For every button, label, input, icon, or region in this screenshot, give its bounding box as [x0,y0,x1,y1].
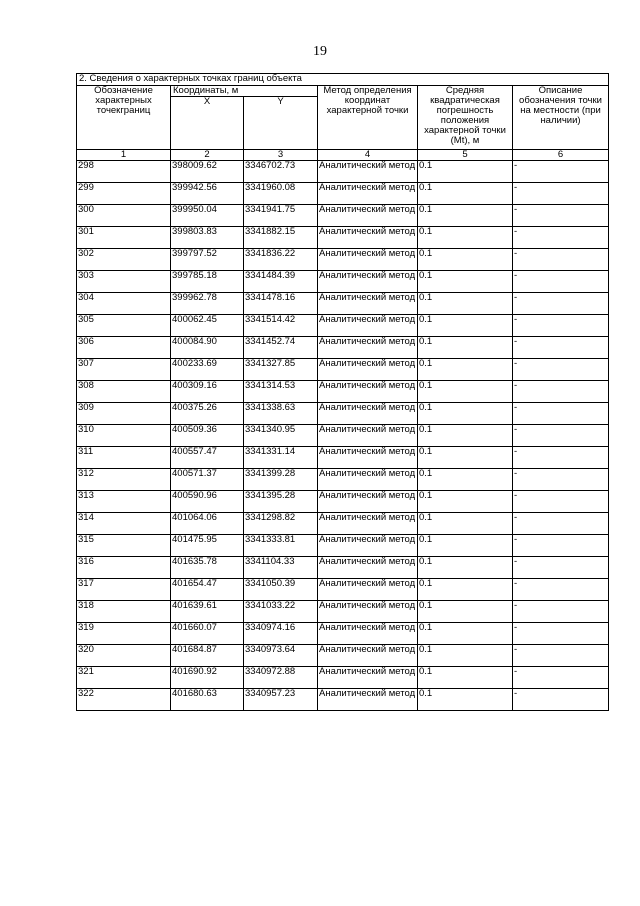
y-coordinate: 3341836.22 [244,249,318,271]
table-row [77,293,609,315]
y-coordinate: 3341338.63 [244,403,318,425]
y-coordinate: 3346702.73 [244,161,318,183]
y-coordinate: 3341331.14 [244,447,318,469]
y-coordinate: 3341050.39 [244,579,318,601]
description-value: - [513,403,609,425]
point-id: 319 [77,623,171,645]
x-coordinate: 401680.63 [171,689,244,711]
x-coordinate: 400062.45 [171,315,244,337]
method-value: Аналитический метод [318,645,418,667]
table-row [77,535,609,557]
mt-value: 0.1 [418,205,513,227]
y-coordinate: 3341314.53 [244,381,318,403]
header-row [77,86,609,97]
mt-value: 0.1 [418,645,513,667]
point-id: 304 [77,293,171,315]
description-value: - [513,557,609,579]
point-id: 305 [77,315,171,337]
y-coordinate: 3341514.42 [244,315,318,337]
description-value: - [513,447,609,469]
table-row [77,271,609,293]
header-coordinates: Координаты, м [171,86,318,97]
x-coordinate: 400309.16 [171,381,244,403]
method-value: Аналитический метод [318,557,418,579]
table-row [77,447,609,469]
table-row [77,491,609,513]
column-number: 5 [418,150,513,161]
x-coordinate: 401660.07 [171,623,244,645]
mt-value: 0.1 [418,183,513,205]
y-coordinate: 3341452.74 [244,337,318,359]
x-coordinate: 401635.78 [171,557,244,579]
description-value: - [513,469,609,491]
point-id: 321 [77,667,171,689]
method-value: Аналитический метод [318,161,418,183]
point-id: 309 [77,403,171,425]
mt-value: 0.1 [418,249,513,271]
x-coordinate: 401064.06 [171,513,244,535]
mt-value: 0.1 [418,359,513,381]
method-value: Аналитический метод [318,381,418,403]
mt-value: 0.1 [418,601,513,623]
table-row [77,667,609,689]
table-row [77,601,609,623]
mt-value: 0.1 [418,271,513,293]
method-value: Аналитический метод [318,403,418,425]
y-coordinate: 3341399.28 [244,469,318,491]
table-row [77,689,609,711]
description-value: - [513,205,609,227]
description-value: - [513,293,609,315]
x-coordinate: 398009.62 [171,161,244,183]
x-coordinate: 399803.83 [171,227,244,249]
y-coordinate: 3340972.88 [244,667,318,689]
description-value: - [513,623,609,645]
description-value: - [513,535,609,557]
y-coordinate: 3341327.85 [244,359,318,381]
method-value: Аналитический метод [318,623,418,645]
table-row [77,227,609,249]
method-value: Аналитический метод [318,249,418,271]
y-coordinate: 3341333.81 [244,535,318,557]
column-number: 2 [171,150,244,161]
method-value: Аналитический метод [318,359,418,381]
y-coordinate: 3340974.16 [244,623,318,645]
page-number: 19 [313,44,327,59]
method-value: Аналитический метод [318,425,418,447]
point-id: 314 [77,513,171,535]
description-value: - [513,645,609,667]
section-title-row [77,74,609,86]
y-coordinate: 3341960.08 [244,183,318,205]
method-value: Аналитический метод [318,535,418,557]
mt-value: 0.1 [418,535,513,557]
y-coordinate: 3341395.28 [244,491,318,513]
x-coordinate: 401639.61 [171,601,244,623]
method-value: Аналитический метод [318,667,418,689]
table-row [77,205,609,227]
method-value: Аналитический метод [318,271,418,293]
mt-value: 0.1 [418,337,513,359]
y-coordinate: 3341941.75 [244,205,318,227]
x-coordinate: 401475.95 [171,535,244,557]
header-x: X [171,97,244,150]
table-row [77,161,609,183]
y-coordinate: 3340957.23 [244,689,318,711]
method-value: Аналитический метод [318,447,418,469]
description-value: - [513,315,609,337]
mt-value: 0.1 [418,513,513,535]
y-coordinate: 3341340.95 [244,425,318,447]
table-row [77,579,609,601]
point-id: 301 [77,227,171,249]
method-value: Аналитический метод [318,579,418,601]
boundary-points-table [76,73,609,711]
method-value: Аналитический метод [318,293,418,315]
description-value: - [513,579,609,601]
y-coordinate: 3341484.39 [244,271,318,293]
y-coordinate: 3341104.33 [244,557,318,579]
point-id: 303 [77,271,171,293]
description-value: - [513,381,609,403]
y-coordinate: 3340973.64 [244,645,318,667]
method-value: Аналитический метод [318,513,418,535]
description-value: - [513,601,609,623]
description-value: - [513,183,609,205]
point-id: 300 [77,205,171,227]
x-coordinate: 399962.78 [171,293,244,315]
table-row [77,557,609,579]
mt-value: 0.1 [418,667,513,689]
method-value: Аналитический метод [318,315,418,337]
mt-value: 0.1 [418,689,513,711]
x-coordinate: 400509.36 [171,425,244,447]
header-method: Метод определения координат характерной точки [318,86,418,150]
mt-value: 0.1 [418,425,513,447]
table-row [77,315,609,337]
section-title: 2. Сведения о характерных точках границ объекта [77,74,609,86]
y-coordinate: 3341298.82 [244,513,318,535]
column-number: 6 [513,150,609,161]
description-value: - [513,425,609,447]
x-coordinate: 401690.92 [171,667,244,689]
method-value: Аналитический метод [318,689,418,711]
mt-value: 0.1 [418,227,513,249]
table-row [77,645,609,667]
point-id: 306 [77,337,171,359]
method-value: Аналитический метод [318,337,418,359]
y-coordinate: 3341882.15 [244,227,318,249]
mt-value: 0.1 [418,403,513,425]
point-id: 317 [77,579,171,601]
table-row [77,513,609,535]
column-numbers-row [77,150,609,161]
table-row [77,469,609,491]
x-coordinate: 400375.26 [171,403,244,425]
point-id: 311 [77,447,171,469]
column-number: 4 [318,150,418,161]
point-id: 318 [77,601,171,623]
x-coordinate: 399797.52 [171,249,244,271]
mt-value: 0.1 [418,293,513,315]
description-value: - [513,337,609,359]
point-id: 320 [77,645,171,667]
table-row [77,249,609,271]
table-row [77,403,609,425]
mt-value: 0.1 [418,579,513,601]
x-coordinate: 400557.47 [171,447,244,469]
x-coordinate: 400571.37 [171,469,244,491]
point-id: 313 [77,491,171,513]
point-id: 308 [77,381,171,403]
mt-value: 0.1 [418,623,513,645]
method-value: Аналитический метод [318,601,418,623]
x-coordinate: 400233.69 [171,359,244,381]
table-row [77,623,609,645]
mt-value: 0.1 [418,381,513,403]
point-id: 298 [77,161,171,183]
table-row [77,359,609,381]
point-id: 312 [77,469,171,491]
description-value: - [513,271,609,293]
x-coordinate: 400084.90 [171,337,244,359]
table-row [77,337,609,359]
point-id: 316 [77,557,171,579]
description-value: - [513,359,609,381]
header-description: Описание обозначения точки на местности (при наличии) [513,86,609,150]
column-number: 1 [77,150,171,161]
point-id: 307 [77,359,171,381]
description-value: - [513,689,609,711]
mt-value: 0.1 [418,557,513,579]
y-coordinate: 3341033.22 [244,601,318,623]
mt-value: 0.1 [418,491,513,513]
point-id: 299 [77,183,171,205]
description-value: - [513,227,609,249]
x-coordinate: 399942.56 [171,183,244,205]
method-value: Аналитический метод [318,205,418,227]
x-coordinate: 400590.96 [171,491,244,513]
mt-value: 0.1 [418,161,513,183]
method-value: Аналитический метод [318,227,418,249]
x-coordinate: 401684.87 [171,645,244,667]
description-value: - [513,513,609,535]
x-coordinate: 399950.04 [171,205,244,227]
header-designation: Обозначение характерных точекграниц [77,86,171,150]
header-y: Y [244,97,318,150]
point-id: 322 [77,689,171,711]
table-row [77,425,609,447]
table-row [77,381,609,403]
x-coordinate: 401654.47 [171,579,244,601]
mt-value: 0.1 [418,315,513,337]
description-value: - [513,667,609,689]
description-value: - [513,491,609,513]
point-id: 315 [77,535,171,557]
mt-value: 0.1 [418,469,513,491]
mt-value: 0.1 [418,447,513,469]
x-coordinate: 399785.18 [171,271,244,293]
point-id: 302 [77,249,171,271]
column-number: 3 [244,150,318,161]
header-mt: Средняя квадратическая погрешность положения характерной точки (Mt), м [418,86,513,150]
method-value: Аналитический метод [318,469,418,491]
y-coordinate: 3341478.16 [244,293,318,315]
method-value: Аналитический метод [318,491,418,513]
method-value: Аналитический метод [318,183,418,205]
table-row [77,183,609,205]
description-value: - [513,249,609,271]
description-value: - [513,161,609,183]
point-id: 310 [77,425,171,447]
